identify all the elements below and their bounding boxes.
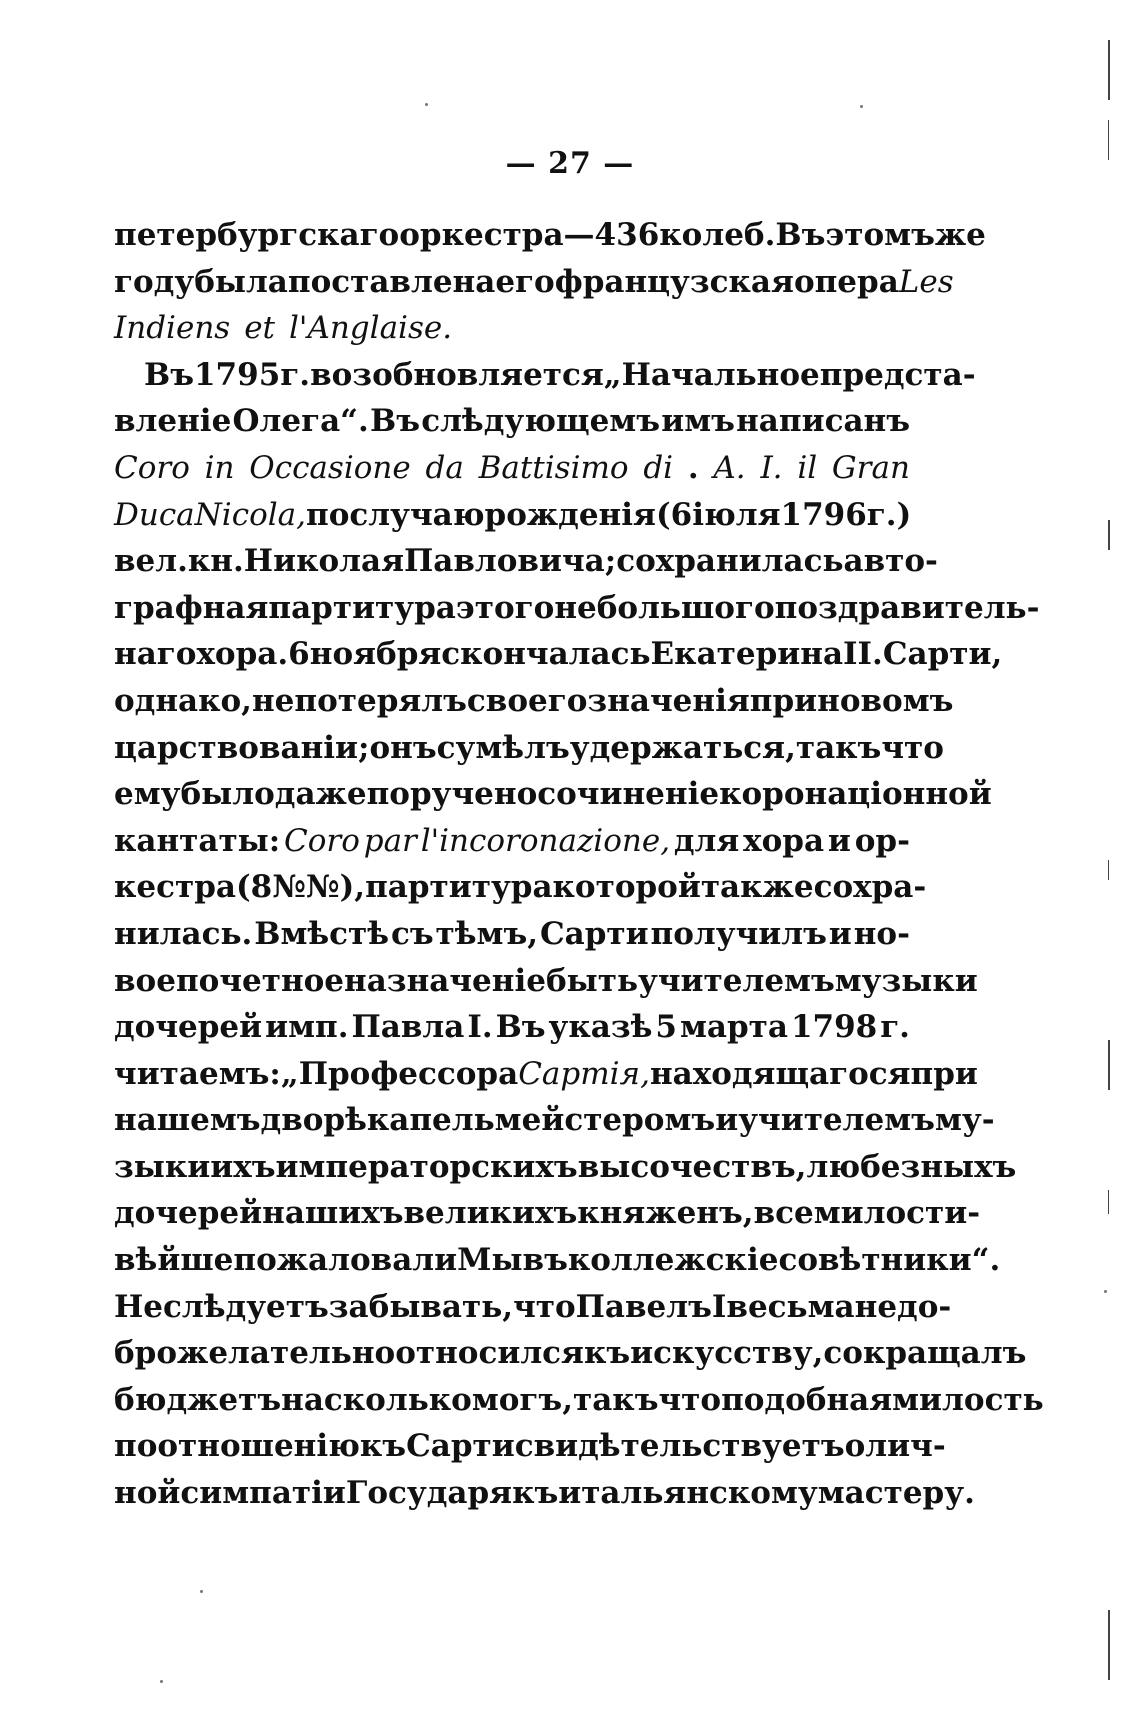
word: графная xyxy=(114,589,269,626)
word: было xyxy=(180,776,275,813)
word: лич- xyxy=(865,1428,946,1465)
word: бюджетъ xyxy=(114,1381,282,1418)
word: I xyxy=(711,1288,727,1325)
word: при xyxy=(749,682,818,719)
word: кантаты: xyxy=(114,822,281,859)
word: нилась. xyxy=(114,915,253,952)
word: милость xyxy=(892,1381,1044,1418)
word: капельмейстеромъ xyxy=(366,1102,716,1139)
word: ной xyxy=(114,1475,181,1512)
word: для xyxy=(673,822,740,859)
word: наго xyxy=(114,636,197,673)
word: назначеніе xyxy=(344,962,546,999)
text-line xyxy=(114,1004,910,1051)
text-line xyxy=(114,1237,1001,1284)
word: da xyxy=(425,449,464,486)
word: l'incoronazione, xyxy=(420,822,671,859)
word: имп. xyxy=(265,1009,349,1046)
word: что xyxy=(881,729,944,766)
word: искусству, xyxy=(630,1335,824,1372)
word: Battisimo xyxy=(478,449,629,486)
word: княженъ, xyxy=(577,1195,754,1232)
text-line xyxy=(114,1470,975,1517)
word: поздравитель- xyxy=(774,589,1040,626)
word: Вмѣстѣ xyxy=(254,915,390,952)
scan-edge-mark xyxy=(1108,1190,1109,1214)
word: любезныхъ xyxy=(806,1148,1017,1185)
word: кн. xyxy=(187,543,244,580)
word: свидѣтельствуетъ xyxy=(514,1428,845,1465)
word: имъ xyxy=(661,403,735,440)
word: слѣдующемъ xyxy=(421,403,660,440)
word: своего xyxy=(466,682,588,719)
word: подобная xyxy=(721,1381,893,1418)
word: сохра- xyxy=(813,869,927,906)
word: l'Anglaise. xyxy=(289,310,453,347)
word: Nicola, xyxy=(194,496,306,533)
word: опера xyxy=(793,263,899,300)
word: могъ, xyxy=(471,1381,574,1418)
scan-edge-mark xyxy=(1108,120,1109,160)
word: il xyxy=(797,449,818,486)
word: Coro xyxy=(284,822,360,859)
word: Павловича; xyxy=(404,543,617,580)
word: II. xyxy=(843,636,883,673)
word: что xyxy=(658,1381,722,1418)
text-line xyxy=(114,1190,981,1237)
text-line xyxy=(114,212,986,259)
scan-edge-mark xyxy=(1108,1040,1110,1090)
word: императорскихъ xyxy=(275,1148,578,1185)
text-line xyxy=(114,911,910,958)
word: іюля xyxy=(692,496,781,533)
scan-speck xyxy=(860,105,863,108)
word: тѣмъ, xyxy=(435,915,539,952)
word: марта xyxy=(679,1009,788,1046)
word: нашихъ xyxy=(262,1195,404,1232)
body-text xyxy=(114,212,1044,1517)
text-line xyxy=(114,1330,1027,1377)
word: Сартія, xyxy=(518,1055,650,1092)
word: не xyxy=(251,682,295,719)
word: даже xyxy=(274,776,367,813)
word: которой xyxy=(552,869,701,906)
word: „Профессора xyxy=(280,1055,519,1092)
word: что xyxy=(513,1288,576,1325)
word: къ xyxy=(512,1475,559,1512)
word: ихъ xyxy=(210,1148,276,1185)
word: симпатіи xyxy=(180,1475,346,1512)
word: всемилости- xyxy=(753,1195,981,1232)
word: Павелъ xyxy=(575,1288,712,1325)
word: ноября xyxy=(309,636,442,673)
word: отношенію xyxy=(157,1428,360,1465)
word: такъ xyxy=(573,1381,659,1418)
word: сумѣлъ xyxy=(436,729,570,766)
word: I. xyxy=(760,449,783,486)
word: новомъ xyxy=(817,682,954,719)
text-line xyxy=(114,538,938,585)
word: царствованіи; xyxy=(114,729,370,766)
text-line xyxy=(114,492,910,539)
word: по xyxy=(306,496,350,533)
word: и xyxy=(827,822,851,859)
word: рожденія xyxy=(484,496,656,533)
word: г. xyxy=(880,1009,910,1046)
word: кестра xyxy=(114,869,236,906)
word: A. xyxy=(713,449,746,486)
word: вѣйше xyxy=(114,1242,234,1279)
text-line xyxy=(114,1144,1017,1191)
word: такъ xyxy=(795,729,882,766)
word: (6 xyxy=(655,496,693,533)
scan-edge-mark xyxy=(1108,860,1109,880)
word: великихъ xyxy=(403,1195,578,1232)
word: ему xyxy=(114,776,181,813)
word: музыки xyxy=(834,962,978,999)
word: по xyxy=(114,1428,158,1465)
word: 1796 xyxy=(780,496,867,533)
word: сочиненіе xyxy=(537,776,720,813)
word: вел. xyxy=(114,543,188,580)
word: но- xyxy=(853,915,910,952)
word: при xyxy=(910,1055,978,1092)
text-line xyxy=(114,1423,946,1470)
word: весьма xyxy=(726,1288,855,1325)
word: насколько xyxy=(281,1381,472,1418)
word: авто- xyxy=(843,543,938,580)
word: недо- xyxy=(854,1288,952,1325)
word: par xyxy=(363,822,417,859)
word: поручено xyxy=(366,776,538,813)
word: I. xyxy=(467,1009,493,1046)
word: партитура xyxy=(268,589,456,626)
text-line xyxy=(114,864,927,911)
word: дочерей xyxy=(114,1195,263,1232)
word: Gran xyxy=(831,449,910,486)
scan-edge-mark xyxy=(1108,520,1110,550)
word: Мы xyxy=(457,1242,523,1279)
word: Олега“. xyxy=(232,403,369,440)
word: его xyxy=(495,263,555,300)
word: этого xyxy=(455,589,555,626)
word: Въ xyxy=(775,217,826,253)
word: къ xyxy=(583,1335,631,1372)
word: совѣтники“. xyxy=(778,1242,1001,1279)
text-line xyxy=(114,305,910,352)
scan-speck xyxy=(200,1590,203,1593)
text-line xyxy=(114,678,954,725)
word: этомъ xyxy=(825,217,935,253)
word: дворѣ xyxy=(260,1102,367,1139)
text-line xyxy=(114,445,910,492)
word: №№), xyxy=(272,869,366,906)
word: г. xyxy=(280,356,311,393)
scan-edge-mark xyxy=(1108,40,1110,100)
word: почетное xyxy=(175,962,345,999)
word: небольшого xyxy=(554,589,775,626)
word: быть xyxy=(545,962,638,999)
word: и xyxy=(715,1102,739,1139)
text-line xyxy=(114,631,1003,678)
word: написанъ xyxy=(736,403,910,440)
word: также xyxy=(700,869,814,906)
word: хора. xyxy=(196,636,289,673)
word: 6 xyxy=(288,636,310,673)
word: поставлена xyxy=(287,263,496,300)
word: Сарти, xyxy=(882,636,1003,673)
word: . xyxy=(687,449,699,486)
text-line xyxy=(114,585,1040,632)
word: скончалась xyxy=(441,636,651,673)
word: о xyxy=(844,1428,866,1465)
word: Екатерина xyxy=(650,636,844,673)
word: Въ xyxy=(144,356,194,393)
word: сокращалъ xyxy=(823,1335,1027,1372)
word: петербургскаго xyxy=(114,217,400,253)
word: вое xyxy=(114,962,176,999)
word: Государя xyxy=(345,1475,513,1512)
scan-speck xyxy=(160,1680,163,1683)
word: нашемъ xyxy=(114,1102,261,1139)
word: пожаловали xyxy=(233,1242,458,1279)
word: была xyxy=(194,263,288,300)
word: возобновляется xyxy=(310,356,604,393)
text-line xyxy=(114,771,992,818)
word: однако, xyxy=(114,682,252,719)
word: забывать, xyxy=(328,1288,514,1325)
word: мастеру. xyxy=(817,1475,975,1512)
text-line xyxy=(114,259,954,306)
word: Сарти xyxy=(539,915,649,952)
word: et xyxy=(244,310,276,347)
word: удержаться, xyxy=(569,729,796,766)
word: Duca xyxy=(114,496,195,533)
text-line xyxy=(114,1377,1044,1424)
word: относился xyxy=(395,1335,584,1372)
word: г.) xyxy=(866,496,912,533)
word: получилъ xyxy=(650,915,827,952)
word: сохранилась xyxy=(616,543,844,580)
word: (8 xyxy=(235,869,273,906)
word: Въ xyxy=(495,1009,546,1046)
word: году xyxy=(114,263,195,300)
word: предста- xyxy=(819,356,976,393)
text-line xyxy=(114,1097,995,1144)
text-line xyxy=(114,1051,978,1098)
word: Les xyxy=(898,263,954,300)
scan-edge-mark xyxy=(1108,1610,1110,1680)
word: колеб. xyxy=(659,217,776,253)
word: вленіе xyxy=(114,403,232,440)
text-line xyxy=(114,958,978,1005)
word: онъ xyxy=(369,729,437,766)
word: слѣдуетъ xyxy=(163,1288,329,1325)
word: съ xyxy=(390,915,434,952)
word: Павла xyxy=(351,1009,465,1046)
word: случаю xyxy=(349,496,485,533)
word: Николая xyxy=(243,543,404,580)
word: читаемъ: xyxy=(114,1055,281,1092)
word: коллежскіе xyxy=(567,1242,779,1279)
word: и xyxy=(828,915,852,952)
word: Сарти xyxy=(406,1428,515,1465)
text-line xyxy=(114,725,944,772)
word: итальянскому xyxy=(558,1475,818,1512)
word: Indiens xyxy=(114,310,231,347)
word: Въ xyxy=(370,403,420,440)
word: находящагося xyxy=(649,1055,911,1092)
word: французская xyxy=(554,263,794,300)
word: учителемъ xyxy=(738,1102,935,1139)
word: учителемъ xyxy=(638,962,835,999)
word: хора xyxy=(743,822,825,859)
word: указѣ xyxy=(548,1009,653,1046)
word: Coro xyxy=(114,449,190,486)
word: брожелательно xyxy=(114,1335,396,1372)
word: 1795 xyxy=(193,356,281,393)
word: къ xyxy=(359,1428,407,1465)
text-line xyxy=(114,398,910,445)
word: въ xyxy=(522,1242,568,1279)
scan-speck xyxy=(1104,1290,1107,1293)
word: ор- xyxy=(854,822,910,859)
word: зыки xyxy=(114,1148,211,1185)
word: 1798 xyxy=(790,1009,878,1046)
word: Не xyxy=(114,1288,164,1325)
text-line xyxy=(114,352,976,399)
text-line xyxy=(114,818,910,865)
word: di xyxy=(643,449,674,486)
word: „Начальное xyxy=(603,356,820,393)
word: партитура xyxy=(365,869,553,906)
word: оркестра—436 xyxy=(399,217,660,253)
word: значенія xyxy=(587,682,750,719)
word: потерялъ xyxy=(294,682,467,719)
word: му- xyxy=(934,1102,995,1139)
word: высочествъ, xyxy=(577,1148,807,1185)
word: же xyxy=(934,217,986,253)
scan-speck xyxy=(425,103,428,106)
word: 5 xyxy=(655,1009,677,1046)
word: дочерей xyxy=(114,1009,263,1046)
word: in xyxy=(204,449,235,486)
word: коронаціонной xyxy=(719,776,992,813)
word: Occasione xyxy=(249,449,411,486)
page-number: — 27 — xyxy=(505,146,635,181)
text-line xyxy=(114,1284,952,1331)
